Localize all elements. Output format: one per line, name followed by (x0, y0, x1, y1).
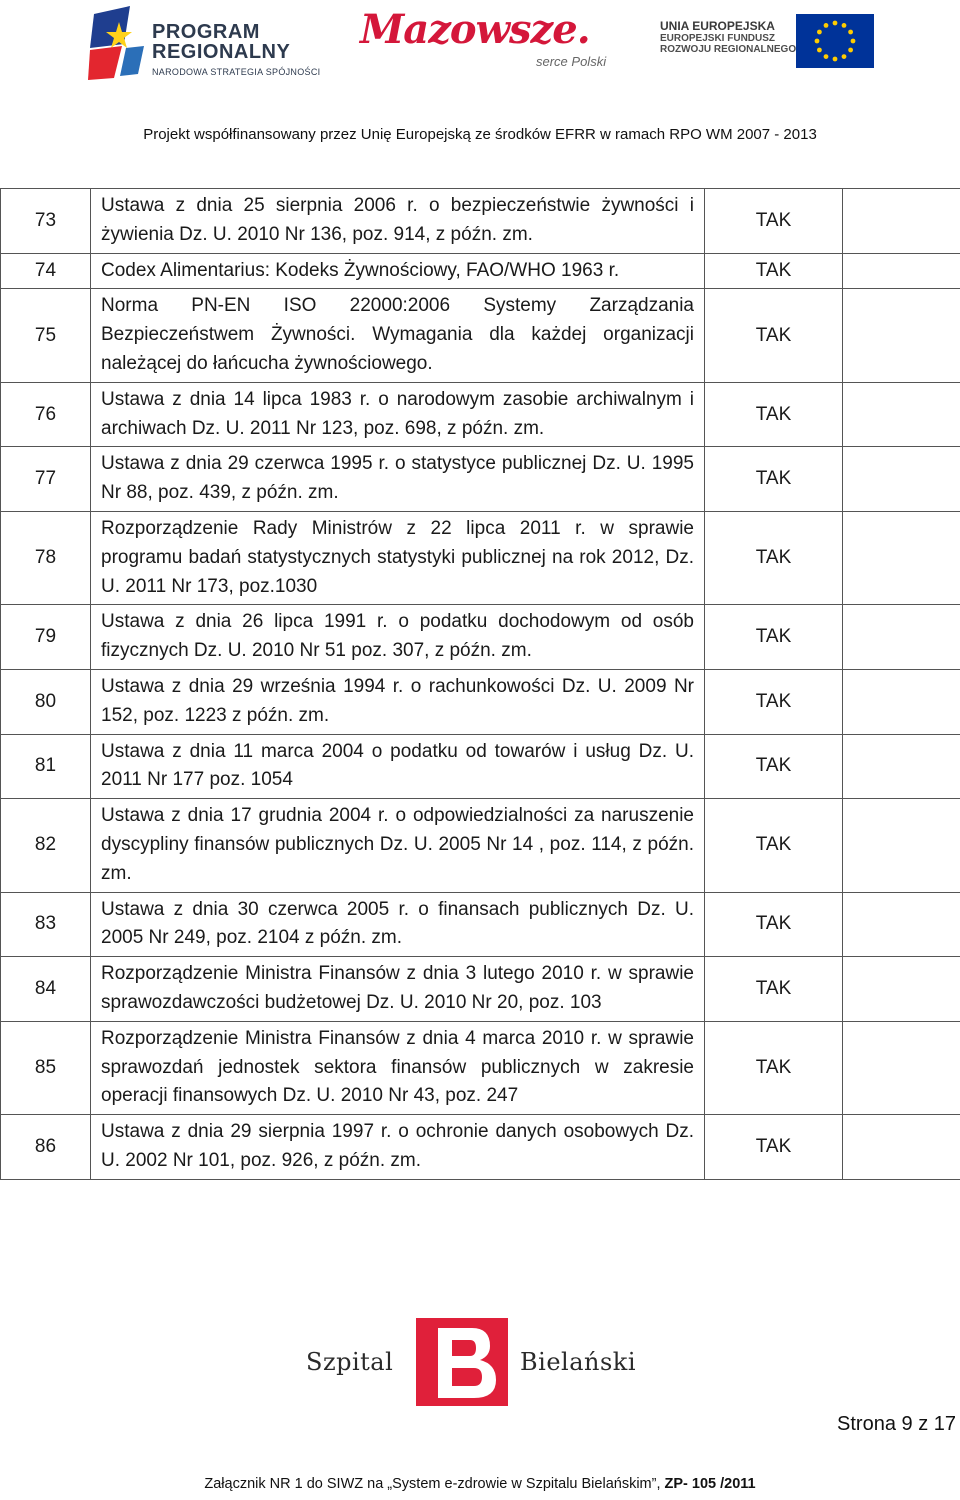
row-number: 80 (1, 669, 91, 734)
row-number: 77 (1, 447, 91, 512)
table-row (1, 799, 960, 892)
regulations-table (0, 188, 960, 1180)
compliance-value: TAK (705, 1021, 843, 1114)
table-row (1, 447, 960, 512)
compliance-value: TAK (705, 253, 843, 289)
empty-cell (843, 1115, 960, 1180)
compliance-value: TAK (705, 799, 843, 892)
compliance-value: TAK (705, 605, 843, 670)
table-row (1, 957, 960, 1022)
table-row (1, 253, 960, 289)
annex-footer (0, 1476, 960, 1492)
regulation-description: Norma PN-EN ISO 22000:2006 Systemy Zarządzania Bezpieczeństwem Żywności. Wymagania dla każdej organizacji należącej do łańcucha żywnościowego. (91, 289, 705, 382)
program-regionalny-logo (86, 4, 336, 84)
compliance-value: TAK (705, 447, 843, 512)
row-number: 75 (1, 289, 91, 382)
regulation-description: Ustawa z dnia 25 sierpnia 2006 r. o bezpieczeństwie żywności i żywienia Dz. U. 2010 Nr 136, poz. 914, z późn. zm. (91, 189, 705, 254)
row-number: 84 (1, 957, 91, 1022)
szpital-bielanski-logo (306, 1318, 656, 1406)
table-row (1, 734, 960, 799)
regulation-description: Rozporządzenie Ministra Finansów z dnia 4 marca 2010 r. w sprawie sprawozdań jednostek sektora finansów publicznych w zakresie operacji finansowych Dz. U. 2010 Nr 43, poz. 247 (91, 1021, 705, 1114)
regulation-description: Rozporządzenie Rady Ministrów z 22 lipca 2011 r. w sprawie programu badań statystycznych statystyki publicznej na rok 2012, Dz. U. 2011 Nr 173, poz.1030 (91, 511, 705, 604)
header-logos (0, 0, 960, 90)
compliance-value: TAK (705, 382, 843, 447)
empty-cell (843, 957, 960, 1022)
empty-cell (843, 605, 960, 670)
hospital-name-right: Bielański (520, 1348, 636, 1376)
empty-cell (843, 189, 960, 254)
table-row (1, 605, 960, 670)
compliance-value: TAK (705, 511, 843, 604)
compliance-value: TAK (705, 892, 843, 957)
eu-fund-line2: ROZWOJU REGIONALNEGO (660, 44, 797, 55)
annex-reference: ZP- 105 /2011 (664, 1476, 756, 1492)
program-title-line1: PROGRAM (152, 21, 260, 43)
hospital-name-left: Szpital (306, 1348, 394, 1376)
empty-cell (843, 734, 960, 799)
hospital-b-icon (416, 1318, 508, 1406)
row-number: 73 (1, 189, 91, 254)
regulation-description: Ustawa z dnia 29 sierpnia 1997 r. o ochronie danych osobowych Dz. U. 2002 Nr 101, poz. 926, z późn. zm. (91, 1115, 705, 1180)
regulation-description: Ustawa z dnia 29 września 1994 r. o rachunkowości Dz. U. 2009 Nr 152, poz. 1223 z późn. zm. (91, 669, 705, 734)
row-number: 79 (1, 605, 91, 670)
row-number: 81 (1, 734, 91, 799)
program-subtitle: NARODOWA STRATEGIA SPÓJNOŚCI (152, 67, 321, 77)
empty-cell (843, 382, 960, 447)
row-number: 78 (1, 511, 91, 604)
mazowsze-logo (360, 6, 630, 76)
eu-title: UNIA EUROPEJSKA (660, 19, 775, 33)
compliance-value: TAK (705, 289, 843, 382)
row-number: 76 (1, 382, 91, 447)
table-row (1, 1115, 960, 1180)
table-row (1, 669, 960, 734)
regulation-description: Ustawa z dnia 29 czerwca 1995 r. o statystyce publicznej Dz. U. 1995 Nr 88, poz. 439, z późn. zm. (91, 447, 705, 512)
regulation-description: Ustawa z dnia 11 marca 2004 o podatku od towarów i usług Dz. U. 2011 Nr 177 poz. 1054 (91, 734, 705, 799)
eu-flag-icon (796, 14, 874, 68)
table-row (1, 1021, 960, 1114)
page-number: Strona 9 z 17 (837, 1413, 956, 1435)
empty-cell (843, 1021, 960, 1114)
empty-cell (843, 669, 960, 734)
table-row (1, 382, 960, 447)
mazowsze-wordmark: Mazowsze. (360, 6, 590, 53)
compliance-value: TAK (705, 189, 843, 254)
compliance-value: TAK (705, 669, 843, 734)
table-row (1, 511, 960, 604)
table-row (1, 892, 960, 957)
empty-cell (843, 799, 960, 892)
compliance-value: TAK (705, 957, 843, 1022)
empty-cell (843, 511, 960, 604)
regulation-description: Ustawa z dnia 30 czerwca 2005 r. o finansach publicznych Dz. U. 2005 Nr 249, poz. 2104 z późn. zm. (91, 892, 705, 957)
regulation-description: Codex Alimentarius: Kodeks Żywnościowy, FAO/WHO 1963 r. (91, 253, 705, 289)
table-row (1, 289, 960, 382)
empty-cell (843, 447, 960, 512)
table-row (1, 189, 960, 254)
regulation-description: Ustawa z dnia 14 lipca 1983 r. o narodowym zasobie archiwalnym i archiwach Dz. U. 2011 Nr 123, poz. 698, z późn. zm. (91, 382, 705, 447)
annex-text: Załącznik NR 1 do SIWZ na „System e-zdrowie w Szpitalu Bielańskim”, (204, 1476, 665, 1492)
program-star-icon (86, 4, 150, 82)
empty-cell (843, 892, 960, 957)
regulation-description: Ustawa z dnia 26 lipca 1991 r. o podatku dochodowym od osób fizycznych Dz. U. 2010 Nr 51 poz. 307, z późn. zm. (91, 605, 705, 670)
row-number: 83 (1, 892, 91, 957)
empty-cell (843, 289, 960, 382)
cofinance-statement: Projekt współfinansowany przez Unię Europejską ze środków EFRR w ramach RPO WM 2007 - 2013 (143, 126, 817, 143)
empty-cell (843, 253, 960, 289)
row-number: 85 (1, 1021, 91, 1114)
regulation-description: Ustawa z dnia 17 grudnia 2004 r. o odpowiedzialności za naruszenie dyscypliny finansów publicznych Dz. U. 2005 Nr 14 , poz. 114, z późn. zm. (91, 799, 705, 892)
row-number: 86 (1, 1115, 91, 1180)
compliance-value: TAK (705, 1115, 843, 1180)
eu-fund-line1: EUROPEJSKI FUNDUSZ (660, 33, 776, 44)
program-title-line2: REGIONALNY (152, 41, 291, 63)
compliance-value: TAK (705, 734, 843, 799)
row-number: 82 (1, 799, 91, 892)
row-number: 74 (1, 253, 91, 289)
eu-logo (660, 14, 876, 72)
mazowsze-tagline: serce Polski (536, 54, 607, 69)
regulation-description: Rozporządzenie Ministra Finansów z dnia 3 lutego 2010 r. w sprawie sprawozdawczości budżetowej Dz. U. 2010 Nr 20, poz. 103 (91, 957, 705, 1022)
